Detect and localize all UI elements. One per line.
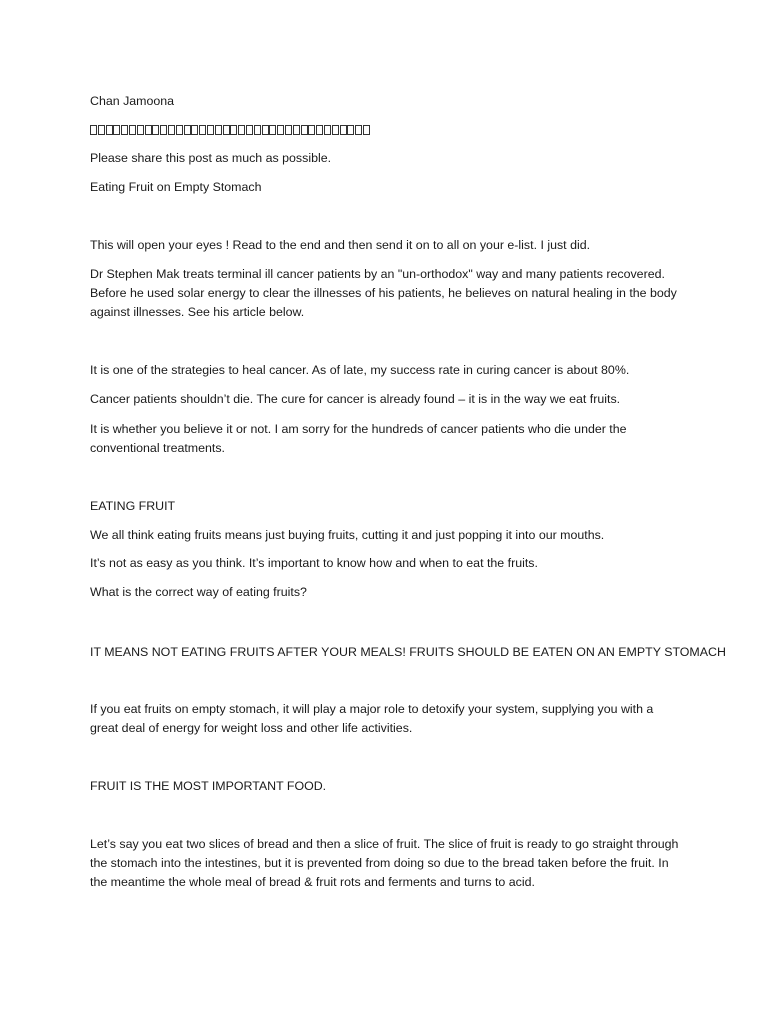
missing-glyph-box [168,125,175,135]
missing-glyph-box [199,125,206,135]
missing-glyph-box [332,125,339,135]
paragraph-dr-mak: Dr Stephen Mak treats terminal ill cancer patients by an "un-orthodox" way and many patients recovered. Before he used solar energy to clear the illnesses of his patients, he believes on natural healing in the body against illnesses. See his article below. [90,267,677,319]
missing-glyph-box [176,125,183,135]
missing-glyph-box [90,125,97,135]
missing-glyph-box [308,125,315,135]
missing-glyph-box [137,125,144,135]
paragraph-shouldnt-die: Cancer patients shouldn’t die. The cure for cancer is already found – it is in the way we eat fruits. [90,392,621,406]
paragraph-we-all-think: We all think eating fruits means just buying fruits, cutting it and just popping it into our mouths. [90,528,605,542]
missing-glyph-box [269,125,276,135]
missing-glyph-box [262,125,269,135]
unrendered-glyphs-line [90,121,682,140]
missing-glyph-box [160,125,167,135]
paragraph-correct-way: What is the correct way of eating fruits? [90,585,307,599]
paragraph-caps-empty-stomach: IT MEANS NOT EATING FRUITS AFTER YOUR MEALS! FRUITS SHOULD BE EATEN ON AN EMPTY STOMACH [90,645,726,659]
missing-glyph-box [152,125,159,135]
paragraph-believe: It is whether you believe it or not. I am sorry for the hundreds of cancer patients who die under the conventional treatments. [90,422,627,455]
paragraph-open-eyes: This will open your eyes ! Read to the end and then send it on to all on your e-list. I just did. [90,238,591,252]
missing-glyph-box [98,125,105,135]
missing-glyph-box [145,125,152,135]
missing-glyph-box [285,125,292,135]
heading-most-important: FRUIT IS THE MOST IMPORTANT FOOD. [90,779,327,793]
missing-glyph-box [184,125,191,135]
missing-glyph-box [347,125,354,135]
missing-glyph-box [277,125,284,135]
missing-glyph-box [230,125,237,135]
missing-glyph-box [301,125,308,135]
missing-glyph-box [246,125,253,135]
missing-glyph-box [121,125,128,135]
missing-glyph-box [238,125,245,135]
missing-glyph-box [223,125,230,135]
missing-glyph-box [106,125,113,135]
missing-glyph-box [324,125,331,135]
missing-glyph-box [191,125,198,135]
post-title: Eating Fruit on Empty Stomach [90,180,262,194]
share-line: Please share this post as much as possible. [90,151,332,165]
heading-eating-fruit: EATING FRUIT [90,499,176,513]
author-name: Chan Jamoona [90,94,175,108]
missing-glyph-box [316,125,323,135]
missing-glyph-box [215,125,222,135]
missing-glyph-box [113,125,120,135]
missing-glyph-box [129,125,136,135]
paragraph-strategies: It is one of the strategies to heal cancer. As of late, my success rate in curing cancer is about 80%. [90,363,630,377]
missing-glyph-box [363,125,370,135]
paragraph-bread: Let’s say you eat two slices of bread and then a slice of fruit. The slice of fruit is ready to go straight through the stomach into the intestines, but it is prevented from doing so due to the bread taken before the fruit. In the meantime the whole meal of bread & fruit rots and ferments and turns to acid. [90,837,679,889]
missing-glyph-box [340,125,347,135]
missing-glyph-box [355,125,362,135]
missing-glyph-box [207,125,214,135]
missing-glyph-box [254,125,261,135]
paragraph-not-easy: It’s not as easy as you think. It’s important to know how and when to eat the fruits. [90,556,538,570]
missing-glyph-box [293,125,300,135]
paragraph-detoxify: If you eat fruits on empty stomach, it will play a major role to detoxify your system, supplying you with a great deal of energy for weight loss and other life activities. [90,702,654,735]
